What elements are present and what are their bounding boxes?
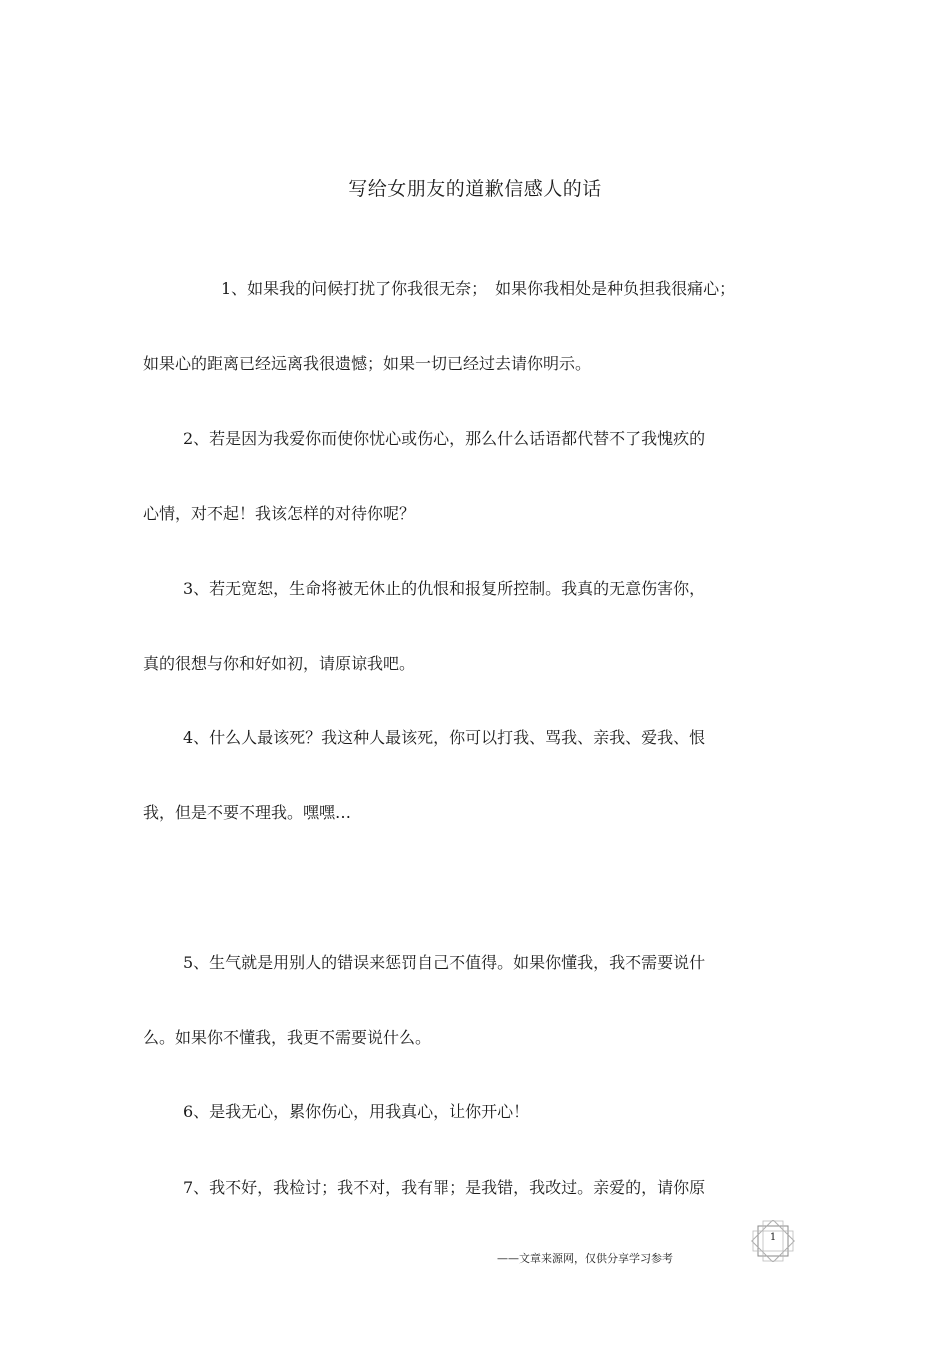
paragraph-line: 2、若是因为我爱你而使你忧心或伤心，那么什么话语都代替不了我愧疚的 xyxy=(183,429,706,448)
paragraph-line: 7、我不好，我检讨；我不对，我有罪；是我错，我改过。亲爱的，请你原 xyxy=(183,1178,706,1197)
paragraph-line: 5、生气就是用别人的错误来惩罚自己不值得。如果你懂我，我不需要说什 xyxy=(183,953,706,972)
page-number: 1 xyxy=(769,1232,777,1243)
paragraph-line: 1、如果我的问候打扰了你我很无奈； 如果你我相处是种负担我很痛心； xyxy=(221,279,736,298)
paragraph-line: 真的很想与你和好如初，请原谅我吧。 xyxy=(143,654,416,673)
document-title: 写给女朋友的道歉信感人的话 xyxy=(348,178,602,200)
paragraph-line: 3、若无宽恕，生命将被无休止的仇恨和报复所控制。我真的无意伤害你， xyxy=(183,579,706,598)
page-number-badge xyxy=(750,1220,796,1262)
paragraph-line: 心情，对不起！我该怎样的对待你呢？ xyxy=(143,504,416,523)
paragraph-line: 6、是我无心，累你伤心，用我真心，让你开心！ xyxy=(183,1102,530,1121)
footer-source-note: ——文章来源网，仅供分享学习参考 xyxy=(497,1252,673,1265)
paragraph-line: 么。如果你不懂我，我更不需要说什么。 xyxy=(143,1028,432,1047)
paragraph-line: 4、什么人最该死？我这种人最该死，你可以打我、骂我、亲我、爱我、恨 xyxy=(183,728,706,747)
paragraph-line: 我，但是不要不理我。嘿嘿… xyxy=(143,803,352,822)
paragraph-line: 如果心的距离已经远离我很遗憾；如果一切已经过去请你明示。 xyxy=(143,354,592,373)
